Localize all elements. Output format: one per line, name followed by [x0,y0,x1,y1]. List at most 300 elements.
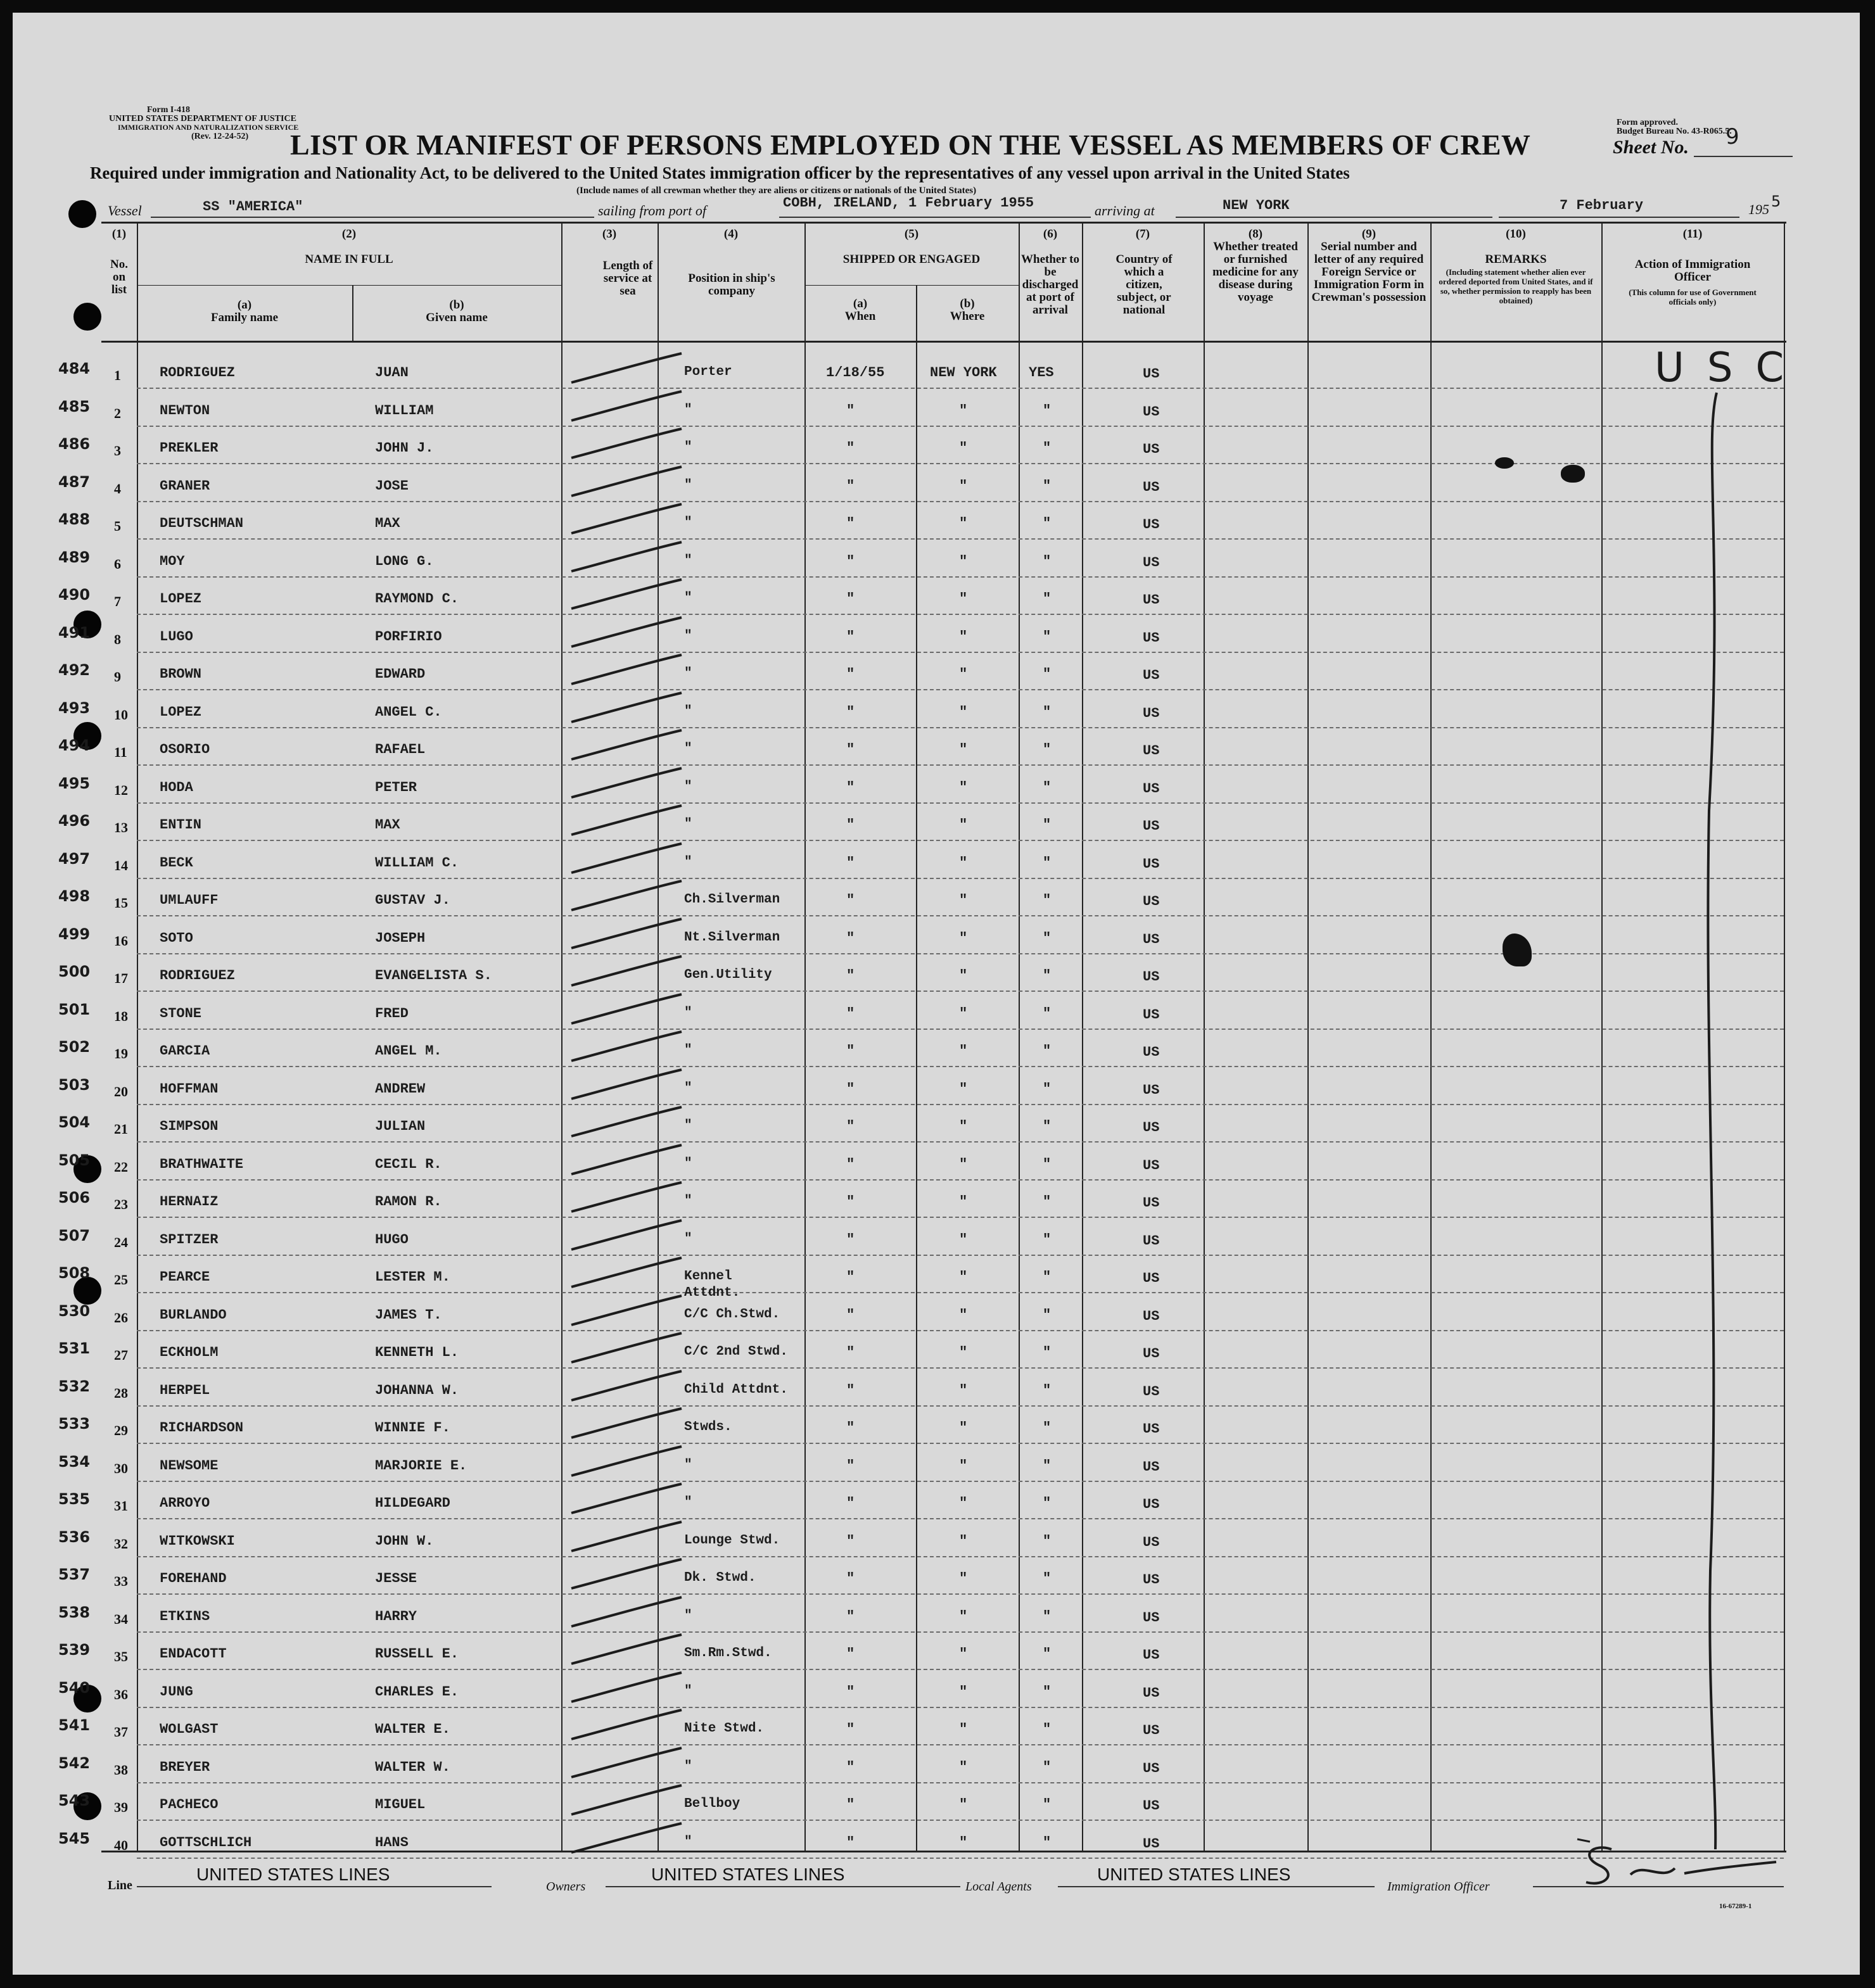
shipped-where: " [959,1269,968,1285]
shipped-where: " [959,1457,968,1474]
row-number: 11 [114,744,127,760]
col9-number: (9) [1361,227,1376,241]
family-name: ECKHOLM [160,1345,219,1360]
year-suffix: 5 [1771,193,1781,210]
discharged: " [1043,402,1052,419]
given-name: JESSE [375,1571,417,1586]
sub-rule [804,285,1019,286]
family-name: HOFFMAN [160,1080,219,1097]
line-underline [137,1886,492,1887]
col-rule [1430,222,1432,1852]
handwritten-line-number: 502 [58,1038,91,1056]
discharged: " [1043,854,1052,871]
given-name: CECIL R. [375,1156,442,1172]
given-name: RAFAEL [375,742,426,757]
country: US [1143,1798,1160,1814]
discharged: " [1043,1420,1052,1436]
service-slash [568,1180,694,1218]
family-name: DEUTSCHMAN [160,516,244,531]
handwritten-line-number: 493 [58,699,91,717]
family-name: PREKLER [160,440,219,456]
row-number: 25 [114,1272,128,1288]
row-rule [137,1029,1784,1030]
discharged: " [1043,1646,1052,1662]
country: US [1143,1120,1160,1136]
family-name: LOPEZ [160,704,202,720]
discharged: " [1043,666,1052,682]
shipped-where: " [959,779,968,795]
family-name: FOREHAND [160,1571,227,1586]
service-slash [568,1745,694,1783]
col11-number: (11) [1682,227,1703,241]
family-name: GARCIA [160,1043,210,1059]
handwritten-line-number: 537 [58,1566,91,1583]
row-number: 16 [114,932,128,949]
col5-label: SHIPPED OR ENGAGED [842,253,981,266]
handwritten-line-number: 487 [58,472,91,491]
shipped-where: " [959,704,968,720]
shipped-where: " [959,1608,968,1624]
form-number: Form I-418 [147,105,191,115]
country: US [1143,1082,1160,1098]
row-rule [137,1367,1784,1369]
row-number: 13 [114,820,128,835]
officer-underline [1533,1886,1784,1887]
position: " [684,1080,692,1096]
country: US [1143,441,1160,457]
shipped-where: " [959,968,968,984]
row-rule [137,1858,1784,1859]
officer-signature [1567,1837,1795,1894]
col-rule [916,285,917,1852]
country: US [1143,1534,1160,1550]
country: US [1143,1270,1160,1286]
row-rule [137,1556,1784,1557]
row-rule [137,727,1784,728]
shipped-where: " [959,478,968,494]
row-rule [137,991,1784,992]
position: " [684,1608,692,1623]
shipped-when: " [846,478,855,494]
handwritten-line-number: 485 [58,397,91,415]
row-number: 28 [114,1384,128,1401]
position: Dk. Stwd. [684,1571,756,1585]
family-name: GRANER [160,478,210,494]
shipped-when: " [846,516,855,531]
sub-rule [137,285,561,286]
print-code: 16-67289-1 [1719,1903,1752,1910]
given-name: CHARLES E. [375,1683,459,1700]
position: " [684,516,692,530]
col2-number: (2) [341,227,357,241]
row-number: 20 [114,1083,128,1099]
family-name: GOTTSCHLICH [160,1834,252,1851]
position: " [684,628,692,643]
table-top-line [101,222,1786,224]
shipped-when: " [846,553,855,569]
shipped-when: " [846,1005,855,1022]
vessel-underline [151,217,594,218]
service-slash [568,389,694,427]
service-slash [568,1369,694,1407]
punch-hole [68,200,96,228]
given-name: JULIAN [375,1118,426,1134]
col-rule [1601,222,1603,1852]
include-note: (Include names of all crewman whether they are aliens or citizens or nationals of the United States) [576,186,977,196]
shipped-when: " [846,591,855,607]
given-name: ANGEL C. [375,704,442,720]
handwritten-line-number: 492 [58,661,91,679]
handwritten-line-number: 504 [58,1113,91,1131]
family-name: ENDACOTT [160,1646,227,1662]
family-name: UMLAUFF [160,892,219,908]
row-rule [137,1104,1784,1105]
shipped-where: " [959,854,968,871]
country: US [1143,479,1160,495]
row-number: 15 [114,895,128,911]
country: US [1143,554,1160,571]
shipped-when: " [846,704,855,720]
row-number: 36 [114,1686,128,1702]
handwritten-line-number: 500 [58,963,91,980]
handwritten-line-number: 539 [58,1641,91,1659]
handwritten-line-number: 496 [58,812,91,830]
family-name: PEARCE [160,1269,210,1285]
col10-number: (10) [1506,227,1526,241]
family-name: SPITZER [160,1231,219,1248]
service-slash [568,1218,694,1256]
ink-blot [1503,934,1532,966]
row-rule [137,915,1784,916]
position: " [684,1495,692,1510]
line-label: Line [108,1878,132,1892]
row-number: 39 [114,1799,128,1815]
handwritten-line-number: 541 [58,1716,91,1734]
shipped-when: " [846,440,855,456]
col6-number: (6) [1043,227,1058,241]
given-name: LONG G. [375,553,434,569]
family-name: LUGO [160,628,193,645]
discharged: " [1043,1457,1052,1474]
arrival-date: 7 February [1560,198,1644,213]
service-slash [568,1255,694,1293]
family-name: ETKINS [160,1608,210,1624]
position: " [684,1759,692,1774]
country: US [1143,630,1160,646]
family-name: RICHARDSON [160,1420,244,1436]
shipped-where: " [959,742,968,757]
row-number: 5 [114,518,121,534]
row-number: 12 [114,782,128,798]
discharged: " [1043,1269,1052,1285]
position: C/C Ch.Stwd. [684,1307,780,1322]
position: " [684,1457,692,1472]
country: US [1143,517,1160,533]
row-number: 6 [114,555,121,572]
given-name: EVANGELISTA S. [375,968,492,984]
position-line-2: Attdnt. [684,1286,740,1300]
handwritten-line-number: 534 [58,1452,91,1471]
shipped-where: " [959,516,968,531]
family-name: WITKOWSKI [160,1533,235,1549]
country: US [1143,366,1160,382]
row-number: 19 [114,1046,128,1061]
shipped-where: " [959,1646,968,1662]
given-name: JOHANNA W. [375,1382,459,1398]
shipped-where: " [959,1382,968,1398]
service-slash [568,1707,694,1745]
given-name: LESTER M. [375,1269,450,1285]
discharged: " [1043,817,1052,833]
given-name: RUSSELL E. [375,1646,459,1662]
given-name: HARRY [375,1608,417,1624]
service-slash [568,540,694,578]
shipped-when: " [846,1646,855,1662]
col-rule [1204,222,1205,1852]
shipped-when: " [846,1231,855,1248]
discharged: " [1043,1231,1052,1248]
position: " [684,1005,692,1020]
country: US [1143,743,1160,759]
country: US [1143,1346,1160,1362]
service-slash [568,577,694,615]
service-slash [568,502,694,540]
discharged: " [1043,1797,1052,1813]
shipped-when: " [846,1797,855,1813]
row-number: 17 [114,970,128,986]
family-name: NEWSOME [160,1457,219,1474]
handwritten-line-number: 491 [58,623,91,642]
given-name: JUAN [375,365,409,381]
shipped-when: " [846,1420,855,1436]
handwritten-line-number: 484 [58,360,91,377]
shipped-when: " [846,742,855,757]
shipped-where: " [959,1533,968,1549]
country: US [1143,969,1160,985]
family-name: BURLANDO [160,1307,227,1323]
given-name: HUGO [375,1231,409,1248]
discharged: " [1043,1043,1052,1059]
discharged: YES [1029,365,1054,381]
discharged: " [1043,440,1052,456]
discharged: " [1043,1156,1052,1172]
service-slash [568,652,694,690]
discharged: " [1043,742,1052,757]
col-rule [1784,222,1785,1852]
given-name: EDWARD [375,666,426,682]
shipped-where: " [959,1307,968,1323]
shipped-when: " [846,1683,855,1700]
given-name: KENNETH L. [375,1345,459,1360]
row-number: 3 [114,443,121,459]
col-rule [1082,222,1083,1852]
service-slash [568,803,694,841]
discharged: " [1043,1345,1052,1360]
col2b-number: (b) [449,298,464,312]
given-name: MAX [375,516,400,531]
row-rule [137,538,1784,540]
col-rule [561,222,562,1852]
row-rule [137,1481,1784,1482]
position: " [684,854,692,870]
country: US [1143,1383,1160,1400]
col3-label: Length of service at sea [602,259,653,298]
owners-value: UNITED STATES LINES [651,1865,845,1884]
row-number: 7 [114,593,121,609]
col11-label: Action of Immigration Officer [1634,258,1751,284]
position: " [684,1834,692,1849]
col-rule [1019,222,1020,1852]
shipped-where: " [959,1156,968,1172]
sheet-underline [1694,156,1793,157]
given-name: RAYMOND C. [375,591,459,607]
country: US [1143,1044,1160,1060]
handwritten-line-number: 531 [58,1339,91,1357]
country: US [1143,894,1160,909]
shipped-where: " [959,1495,968,1511]
country: US [1143,1308,1160,1324]
col6-label: Whether to be discharged at port of arrival [1021,253,1079,317]
service-slash [568,954,694,992]
row-rule [137,1330,1784,1331]
row-number: 4 [114,480,121,497]
handwritten-line-number: 499 [58,925,91,943]
approval-line-2: Budget Bureau No. 43-R065.5. [1617,127,1732,136]
handwritten-line-number: 542 [58,1754,91,1772]
row-rule [137,388,1784,389]
country: US [1143,1572,1160,1588]
row-rule [137,501,1784,502]
col2a-label: Family name [210,311,279,324]
family-name: STONE [160,1005,202,1022]
row-rule [137,1179,1784,1181]
handwritten-line-number: 501 [58,1000,91,1018]
given-name: MAX [375,817,400,833]
given-name: WINNIE F. [375,1420,450,1436]
service-slash [568,1783,694,1821]
country: US [1143,780,1160,797]
col-rule [1307,222,1309,1852]
handwritten-line-number: 538 [58,1603,91,1621]
shipped-when: " [846,892,855,908]
shipped-where: NEW YORK [930,365,997,381]
shipped-when: " [846,1345,855,1360]
shipped-when: " [846,402,855,419]
discharged: " [1043,1382,1052,1398]
handwritten-line-number: 540 [58,1678,91,1697]
col8-label: Whether treated or furnished medicine for any disease during voyage [1212,240,1299,304]
service-slash [568,615,694,653]
row-number: 33 [114,1573,128,1589]
handwritten-line-number: 494 [58,737,91,754]
row-rule [137,840,1784,841]
sailing-label: sailing from port of [598,203,706,218]
row-number: 8 [114,631,121,647]
col10-note: (Including statement whether alien ever ordered deported from United States, and if so, whether permission to reapply has been obtained) [1439,267,1593,305]
sheet-number: 9 [1726,124,1739,149]
owners-underline [606,1886,960,1887]
agents-value: UNITED STATES LINES [1097,1865,1291,1884]
position: " [684,440,692,455]
col2-label: NAME IN FULL [305,253,393,266]
col8-number: (8) [1248,227,1263,241]
row-rule [137,953,1784,954]
country: US [1143,1497,1160,1512]
row-rule [137,1255,1784,1256]
col5-number: (5) [904,227,919,241]
row-rule [137,764,1784,766]
service-slash [568,1406,694,1444]
handwritten-line-number: 490 [58,586,91,604]
shipped-where: " [959,817,968,833]
country: US [1143,856,1160,872]
shipped-when: " [846,1080,855,1097]
row-number: 24 [114,1234,128,1250]
position: Nt.Silverman [684,930,780,945]
shipped-where: " [959,892,968,908]
table-bottom-line [101,1851,1786,1852]
row-rule [137,1669,1784,1670]
handwritten-line-number: 543 [58,1792,91,1809]
given-name: JOSEPH [375,930,426,946]
date-underline [1499,217,1739,218]
shipped-when: " [846,1608,855,1624]
row-rule [137,1292,1784,1293]
row-number: 37 [114,1724,128,1740]
discharged: " [1043,1834,1052,1851]
service-slash [568,1067,694,1105]
position: Child Attdnt. [684,1382,788,1397]
family-name: SIMPSON [160,1118,219,1134]
shipped-when: " [846,1571,855,1586]
ink-blot [1561,465,1585,483]
shipped-when: " [846,1759,855,1775]
row-number: 31 [114,1498,128,1514]
country: US [1143,1006,1160,1023]
col7-label: Country of which a citizen, subject, or national [1115,253,1173,317]
family-name: BRATHWAITE [160,1156,244,1172]
discharged: " [1043,478,1052,494]
shipped-where: " [959,402,968,419]
position: " [684,817,692,832]
handwritten-line-number: 508 [58,1264,91,1282]
position: " [684,666,692,681]
service-slash [568,351,694,389]
agents-label: Local Agents [965,1880,1032,1894]
shipped-where: " [959,440,968,456]
given-name: HILDEGARD [375,1495,450,1511]
row-number: 1 [114,367,121,383]
shipped-when: " [846,1307,855,1323]
shipped-when: " [846,817,855,833]
col5a-label: When [844,310,876,323]
row-number: 2 [114,405,121,421]
shipped-where: " [959,1043,968,1059]
handwritten-line-number: 488 [58,510,91,528]
row-rule [137,1631,1784,1633]
service-slash [568,690,694,728]
row-rule [137,1593,1784,1595]
service-slash [568,878,694,916]
country: US [1143,668,1160,683]
row-rule [137,1707,1784,1708]
handwritten-line-number: 506 [58,1189,91,1206]
position: Stwds. [684,1420,732,1434]
header-bottom-line [101,341,1786,343]
col11-note: (This column for use of Government officials only) [1629,288,1757,307]
family-name: SOTO [160,930,193,946]
shipped-where: " [959,1834,968,1851]
